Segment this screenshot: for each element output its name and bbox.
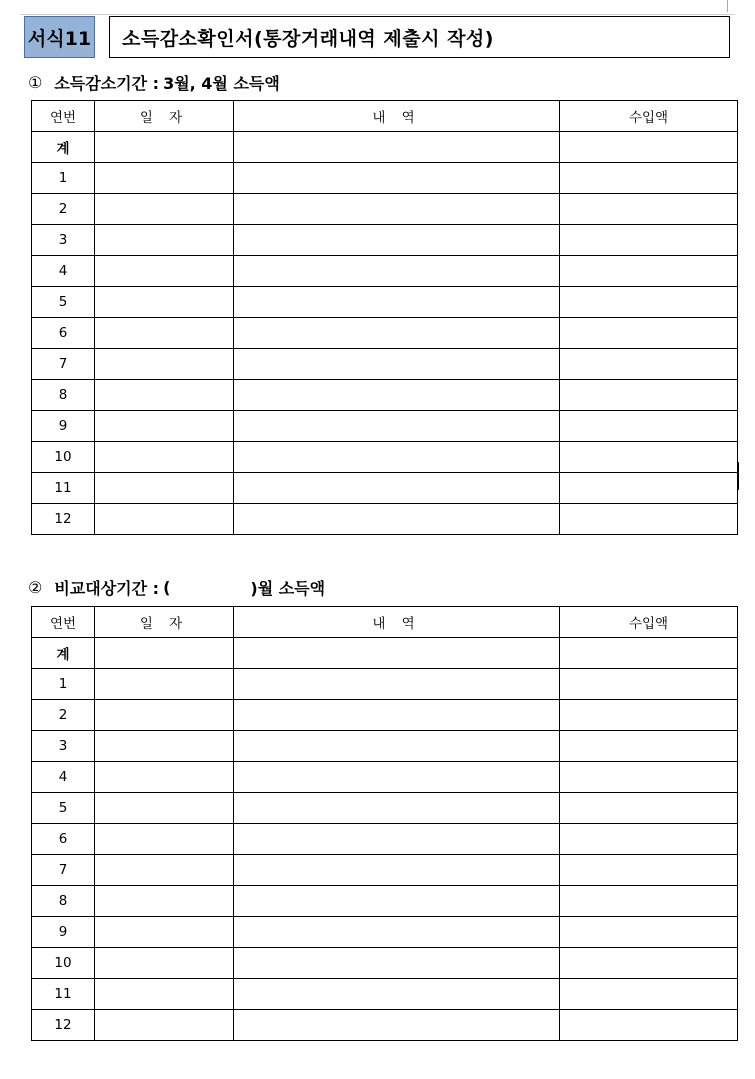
date-cell[interactable]: [95, 1010, 234, 1041]
income-cell[interactable]: [560, 1010, 738, 1041]
total-label: 계: [32, 638, 95, 669]
details-cell[interactable]: [234, 731, 560, 762]
details-cell[interactable]: [234, 442, 560, 473]
total-label: 계: [32, 132, 95, 163]
details-cell[interactable]: [234, 793, 560, 824]
date-cell[interactable]: [95, 287, 234, 318]
row-number: 3: [32, 731, 95, 762]
date-cell[interactable]: [95, 700, 234, 731]
details-cell[interactable]: [234, 700, 560, 731]
income-cell[interactable]: [560, 700, 738, 731]
income-cell[interactable]: [560, 318, 738, 349]
details-cell[interactable]: [234, 194, 560, 225]
col-header-details: 내 역: [234, 101, 560, 132]
row-number: 2: [32, 700, 95, 731]
date-cell[interactable]: [95, 793, 234, 824]
date-cell[interactable]: [95, 349, 234, 380]
section1-heading: [28, 69, 280, 95]
details-cell[interactable]: [234, 225, 560, 256]
income-cell[interactable]: [560, 793, 738, 824]
details-cell[interactable]: [234, 318, 560, 349]
text-cursor: [737, 462, 739, 490]
date-cell[interactable]: [95, 194, 234, 225]
col-header-income: 수입액: [560, 101, 738, 132]
col-header-income: 수입액: [560, 607, 738, 638]
date-cell[interactable]: [95, 411, 234, 442]
details-cell[interactable]: [234, 349, 560, 380]
income-cell[interactable]: [560, 948, 738, 979]
details-cell[interactable]: [234, 504, 560, 535]
row-number: 10: [32, 948, 95, 979]
date-cell[interactable]: [95, 731, 234, 762]
row-number: 6: [32, 318, 95, 349]
table-row: [32, 504, 738, 535]
date-cell[interactable]: [95, 163, 234, 194]
section2-open-bracket: (: [163, 577, 171, 597]
table-total-row: [32, 638, 738, 669]
row-number: 9: [32, 411, 95, 442]
details-cell[interactable]: [234, 287, 560, 318]
date-cell[interactable]: [95, 886, 234, 917]
row-number: 3: [32, 225, 95, 256]
table-row: [32, 411, 738, 442]
date-cell[interactable]: [95, 132, 234, 163]
income-cell[interactable]: [560, 762, 738, 793]
details-cell[interactable]: [234, 886, 560, 917]
date-cell[interactable]: [95, 824, 234, 855]
table-row: [32, 855, 738, 886]
table-row: [32, 380, 738, 411]
details-cell[interactable]: [234, 163, 560, 194]
date-cell[interactable]: [95, 669, 234, 700]
section2-label: 비교대상기간 :: [54, 578, 160, 598]
page-corner-mark: [727, 0, 728, 12]
table-row: [32, 473, 738, 504]
income-cell[interactable]: [560, 917, 738, 948]
details-cell[interactable]: [234, 824, 560, 855]
income-cell[interactable]: [560, 731, 738, 762]
income-cell[interactable]: [560, 886, 738, 917]
table-row: [32, 700, 738, 731]
row-number: 12: [32, 504, 95, 535]
row-number: 2: [32, 194, 95, 225]
table-row: [32, 669, 738, 700]
income-cell[interactable]: [560, 411, 738, 442]
table-row: [32, 1010, 738, 1041]
table-total-row: [32, 132, 738, 163]
form-title: [109, 16, 730, 58]
details-cell[interactable]: [234, 948, 560, 979]
row-number: 5: [32, 793, 95, 824]
date-cell[interactable]: [95, 762, 234, 793]
row-number: 8: [32, 886, 95, 917]
details-cell[interactable]: [234, 1010, 560, 1041]
date-cell[interactable]: [95, 855, 234, 886]
table-row: [32, 225, 738, 256]
date-cell[interactable]: [95, 380, 234, 411]
table-row: [32, 886, 738, 917]
col-header-no: 연번: [32, 607, 95, 638]
row-number: 4: [32, 256, 95, 287]
income-cell[interactable]: [560, 669, 738, 700]
table-row: [32, 731, 738, 762]
table-header-row: [32, 101, 738, 132]
row-number: 11: [32, 979, 95, 1010]
row-number: 4: [32, 762, 95, 793]
table-row: [32, 948, 738, 979]
details-cell[interactable]: [234, 132, 560, 163]
date-cell[interactable]: [95, 318, 234, 349]
date-cell[interactable]: [95, 504, 234, 535]
row-number: 7: [32, 349, 95, 380]
date-cell[interactable]: [95, 442, 234, 473]
table-row: [32, 793, 738, 824]
table-row: [32, 163, 738, 194]
form-title-text: 소득감소확인서(통장거래내역 제출시 작성): [122, 27, 494, 50]
income-table-2: [31, 606, 738, 1041]
date-cell[interactable]: [95, 917, 234, 948]
income-cell[interactable]: [560, 256, 738, 287]
col-header-date: 일 자: [95, 607, 234, 638]
income-cell[interactable]: [560, 349, 738, 380]
date-cell[interactable]: [95, 256, 234, 287]
income-cell[interactable]: [560, 132, 738, 163]
col-header-no: 연번: [32, 101, 95, 132]
table-row: [32, 979, 738, 1010]
details-cell[interactable]: [234, 979, 560, 1010]
row-number: 11: [32, 473, 95, 504]
income-cell[interactable]: [560, 504, 738, 535]
details-cell[interactable]: [234, 473, 560, 504]
table-row: [32, 287, 738, 318]
col-header-date: 일 자: [95, 101, 234, 132]
income-cell[interactable]: [560, 979, 738, 1010]
date-cell[interactable]: [95, 979, 234, 1010]
income-cell[interactable]: [560, 855, 738, 886]
row-number: 1: [32, 669, 95, 700]
details-cell[interactable]: [234, 256, 560, 287]
table-row: [32, 917, 738, 948]
details-cell[interactable]: [234, 762, 560, 793]
table-row: [32, 349, 738, 380]
income-cell[interactable]: [560, 442, 738, 473]
section1-number: ①: [28, 72, 43, 92]
income-cell[interactable]: [560, 163, 738, 194]
income-cell[interactable]: [560, 380, 738, 411]
row-number: 1: [32, 163, 95, 194]
section2-heading: [28, 574, 325, 600]
row-number: 7: [32, 855, 95, 886]
table-row: [32, 318, 738, 349]
form-number-badge: 서식11: [24, 16, 95, 58]
date-cell[interactable]: [95, 638, 234, 669]
income-cell[interactable]: [560, 194, 738, 225]
page-top-border: [20, 14, 735, 15]
row-number: 12: [32, 1010, 95, 1041]
income-cell[interactable]: [560, 824, 738, 855]
row-number: 10: [32, 442, 95, 473]
date-cell[interactable]: [95, 948, 234, 979]
section1-label: 소득감소기간 :: [54, 73, 160, 93]
table-row: [32, 256, 738, 287]
row-number: 8: [32, 380, 95, 411]
details-cell[interactable]: [234, 638, 560, 669]
table-row: [32, 194, 738, 225]
section1-period: 3월, 4월 소득액: [163, 73, 280, 93]
date-cell[interactable]: [95, 473, 234, 504]
table-row: [32, 762, 738, 793]
row-number: 9: [32, 917, 95, 948]
row-number: 5: [32, 287, 95, 318]
details-cell[interactable]: [234, 411, 560, 442]
table-row: [32, 824, 738, 855]
income-table-1: [31, 100, 738, 535]
col-header-details: 내 역: [234, 607, 560, 638]
row-number: 6: [32, 824, 95, 855]
table-header-row: [32, 607, 738, 638]
details-cell[interactable]: [234, 669, 560, 700]
date-cell[interactable]: [95, 225, 234, 256]
table-row: [32, 442, 738, 473]
section2-number: ②: [28, 577, 43, 597]
income-cell[interactable]: [560, 638, 738, 669]
income-cell[interactable]: [560, 473, 738, 504]
details-cell[interactable]: [234, 855, 560, 886]
income-cell[interactable]: [560, 287, 738, 318]
income-cell[interactable]: [560, 225, 738, 256]
details-cell[interactable]: [234, 380, 560, 411]
section2-period: )월 소득액: [250, 578, 326, 598]
details-cell[interactable]: [234, 917, 560, 948]
